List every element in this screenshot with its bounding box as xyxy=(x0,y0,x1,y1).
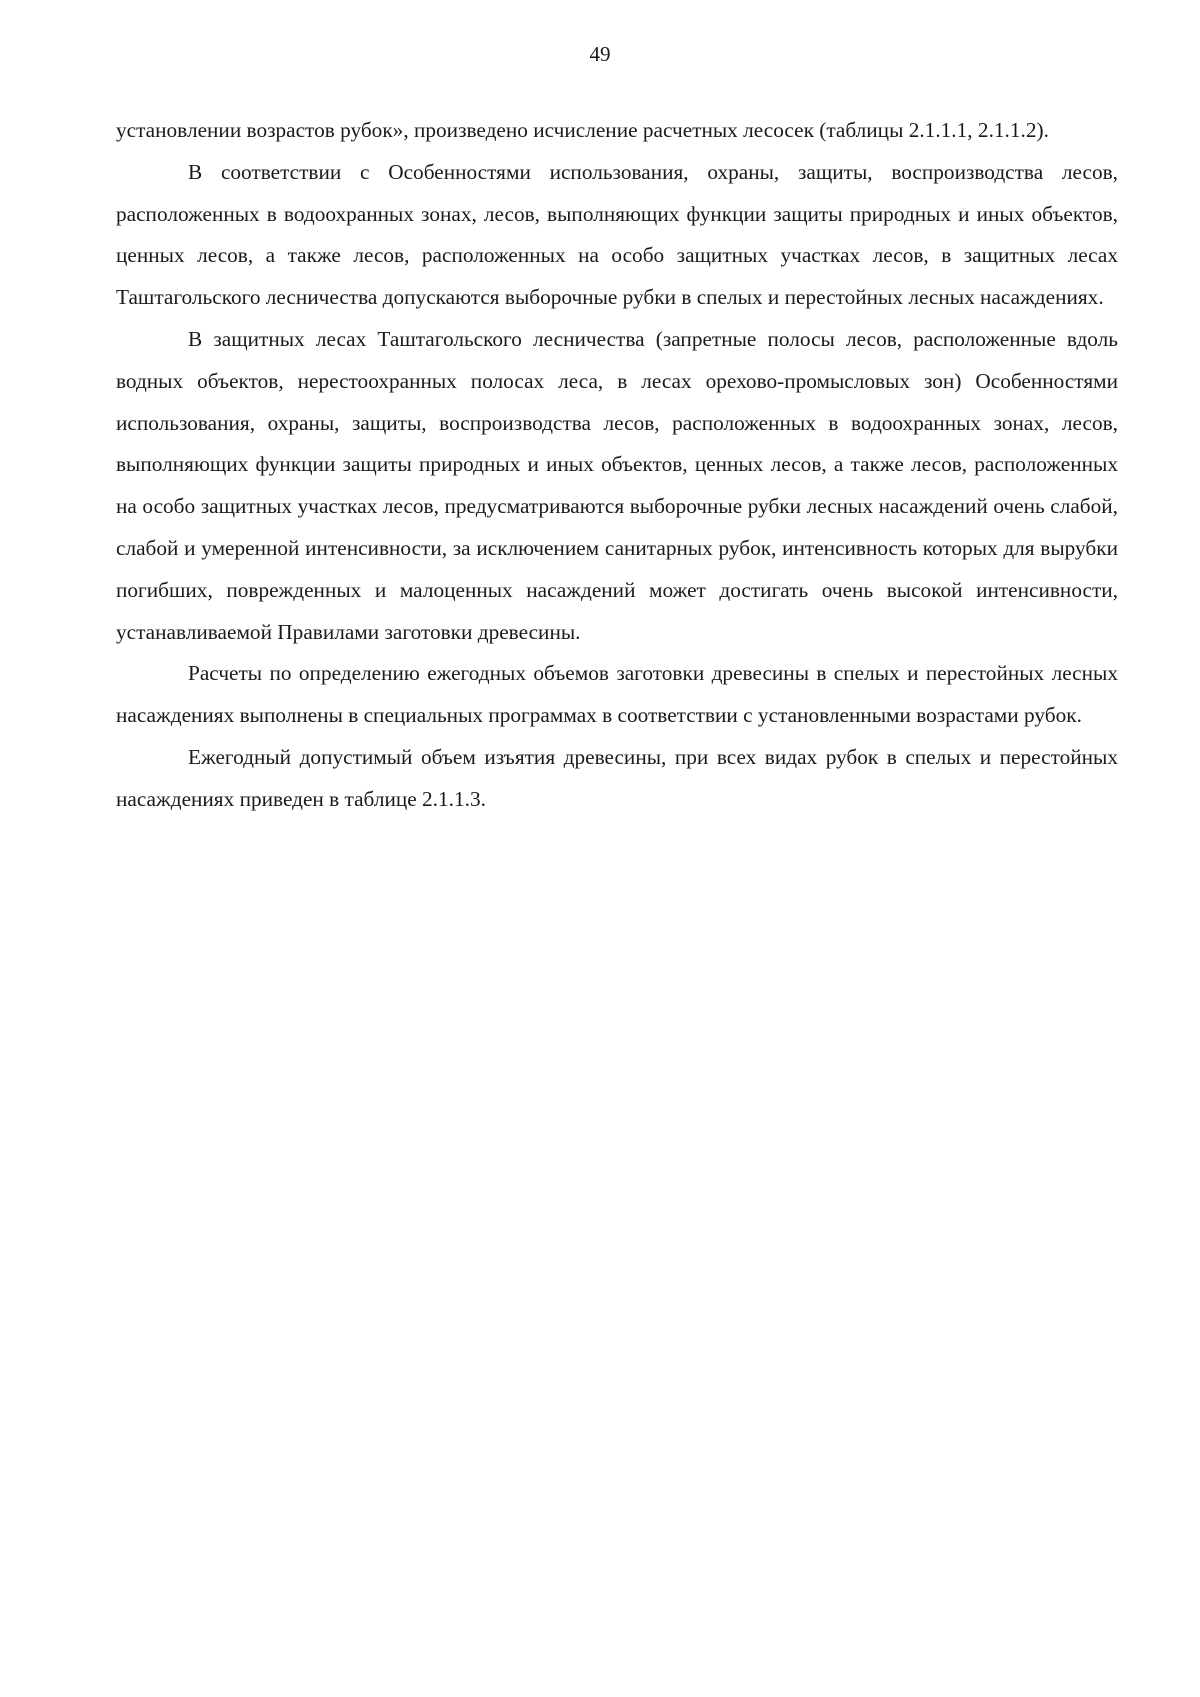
document-body xyxy=(116,110,1118,821)
paragraph-annual-volume: Ежегодный допустимый объем изъятия древесины, при всех видах рубок в спелых и перестойных насаждениях приведен в таблице 2.1.1.3. xyxy=(116,744,1118,811)
paragraph-protective-forests: В защитных лесах Таштагольского лесничества (запретные полосы лесов, расположенные вдоль водных объектов, нерестоохранных полосах леса, в лесах орехово-промысловых зон) Особенностями использования, охраны, защиты, воспроизводства лесов, расположенных в водоохранных зонах, лесов, выполняющих функции защиты природных и иных объектов, ценных лесов, а также лесов, расположенных на особо защитных участках лесов, предусматриваются выборочные рубки лесных насаждений очень слабой, слабой и умеренной интенсивности, за исключением санитарных рубок, интенсивность которых для вырубки погибших, поврежденных и малоценных насаждений может достигать очень высокой интенсивности, устанавливаемой Правилами заготовки древесины. xyxy=(116,326,1118,644)
page-number: 49 xyxy=(589,42,611,66)
paragraph-selective-felling-permission: В соответствии с Особенностями использования, охраны, защиты, воспроизводства лесов, расположенных в водоохранных зонах, лесов, выполняющих функции защиты природных и иных объектов, ценных лесов, а также лесов, расположенных на особо защитных участках лесов, в защитных лесах Таштагольского лесничества допускаются выборочные рубки в спелых и перестойных лесных насаждениях. xyxy=(116,159,1118,310)
paragraph-continuation: установлении возрастов рубок», произведено исчисление расчетных лесосек (таблицы 2.1.1.1, 2.1.1.2). xyxy=(116,118,1049,142)
paragraph-calculations: Расчеты по определению ежегодных объемов заготовки древесины в спелых и перестойных лесных насаждениях выполнены в специальных программах в соответствии с установленными возрастами рубок. xyxy=(116,661,1118,728)
